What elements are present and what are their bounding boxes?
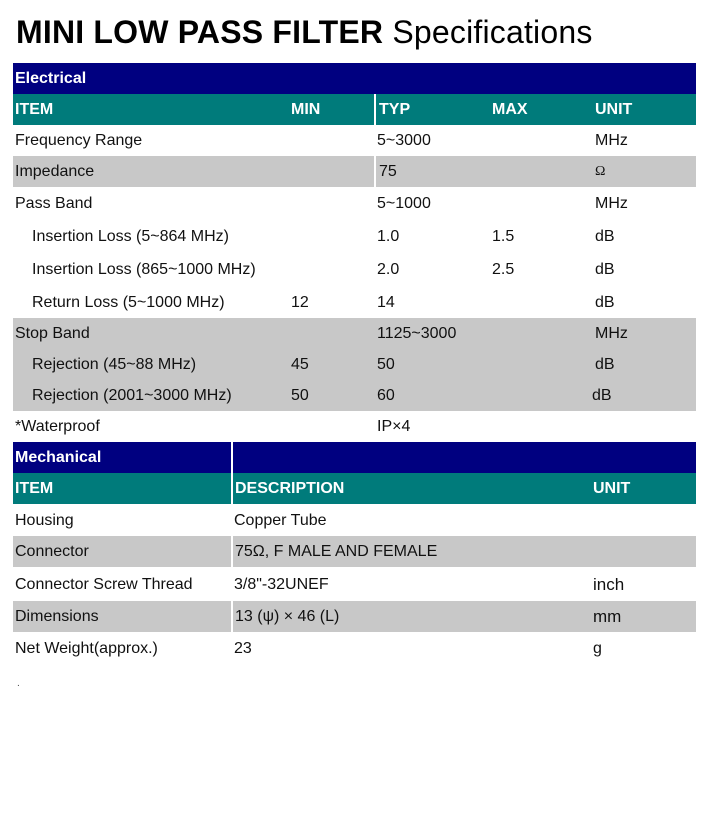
row-item: Pass Band — [15, 194, 93, 212]
row-item: Stop Band — [15, 324, 90, 342]
row-item: Dimensions — [15, 607, 99, 625]
row-item: Net Weight(approx.) — [15, 639, 158, 657]
row-unit: dB — [595, 293, 615, 311]
table-row — [13, 380, 696, 411]
mechanical-section-label: Mechanical — [15, 448, 102, 466]
table-row — [13, 536, 696, 567]
row-item: Connector Screw Thread — [15, 575, 193, 593]
header-typ: TYP — [374, 94, 410, 125]
table-row — [13, 411, 696, 442]
row-unit: dB — [595, 261, 615, 278]
row-max: 1.5 — [492, 227, 515, 245]
row-item: Rejection (2001~3000 MHz) — [32, 386, 232, 404]
row-typ: 2.0 — [377, 261, 400, 278]
row-unit: dB — [595, 227, 615, 245]
title-sub: Specifications — [392, 14, 593, 50]
row-typ: 50 — [377, 355, 395, 373]
table-row — [13, 156, 696, 187]
table-row — [13, 568, 696, 601]
table-row — [13, 287, 696, 318]
row-typ: 1125~3000 — [377, 324, 457, 342]
row-item: Insertion Loss (5~864 MHz) — [32, 227, 229, 245]
row-description: Copper Tube — [234, 511, 327, 529]
row-description: 75Ω, F MALE AND FEMALE — [231, 536, 437, 567]
row-item: Return Loss (5~1000 MHz) — [32, 293, 225, 311]
row-min: 50 — [291, 386, 309, 404]
row-typ: 14 — [377, 293, 395, 311]
row-item: Impedance — [15, 162, 95, 180]
row-item: Insertion Loss (865~1000 MHz) — [32, 261, 256, 278]
table-row — [13, 220, 696, 253]
table-row — [13, 601, 696, 632]
row-typ: 1.0 — [377, 227, 400, 245]
row-unit: Ω — [595, 163, 606, 179]
row-unit: mm — [593, 606, 622, 626]
mechanical-column-headers — [13, 473, 696, 504]
row-item: Connector — [15, 542, 89, 560]
row-item: Housing — [15, 511, 74, 529]
row-unit: dB — [595, 355, 615, 373]
row-item: *Waterproof — [15, 417, 100, 435]
row-item: Frequency Range — [15, 131, 143, 149]
table-row — [13, 349, 696, 380]
header-min: MIN — [291, 100, 321, 118]
mechanical-section-header — [13, 442, 696, 473]
table-row — [13, 318, 696, 349]
section-divider — [231, 442, 233, 473]
row-max: 2.5 — [492, 261, 515, 278]
electrical-section-header — [13, 63, 696, 94]
title-main: MINI LOW PASS FILTER — [16, 14, 384, 50]
row-item: Rejection (45~88 MHz) — [32, 355, 197, 373]
row-unit: MHz — [595, 324, 628, 342]
table-row — [13, 633, 696, 664]
table-row — [13, 253, 696, 287]
row-unit: g — [593, 639, 602, 657]
header-item: ITEM — [15, 100, 54, 118]
row-typ: 60 — [377, 386, 395, 404]
row-typ: 5~3000 — [377, 131, 431, 149]
row-typ: 5~1000 — [377, 194, 431, 212]
header-unit: UNIT — [593, 479, 631, 497]
electrical-column-headers — [13, 94, 696, 125]
table-row — [13, 188, 696, 219]
row-description: 13 (ψ) × 46 (L) — [231, 601, 339, 632]
row-unit: MHz — [595, 194, 628, 212]
row-description: 23 — [234, 639, 252, 657]
table-row — [13, 505, 696, 536]
table-row — [13, 125, 696, 156]
electrical-section-label: Electrical — [15, 69, 87, 87]
row-typ: 75 — [374, 156, 397, 187]
row-description: 3/8"-32UNEF — [234, 575, 329, 593]
row-unit: dB — [592, 386, 612, 404]
row-unit: inch — [593, 574, 625, 594]
row-min: 45 — [291, 355, 309, 373]
header-max: MAX — [492, 100, 528, 118]
header-unit: UNIT — [595, 100, 633, 118]
header-item: ITEM — [15, 479, 54, 497]
row-min: 12 — [291, 293, 309, 311]
row-unit: MHz — [595, 131, 628, 149]
page-title — [16, 14, 593, 51]
footnote-mark: . — [17, 678, 20, 689]
row-typ: IP×4 — [377, 417, 411, 435]
header-description: DESCRIPTION — [231, 473, 344, 504]
